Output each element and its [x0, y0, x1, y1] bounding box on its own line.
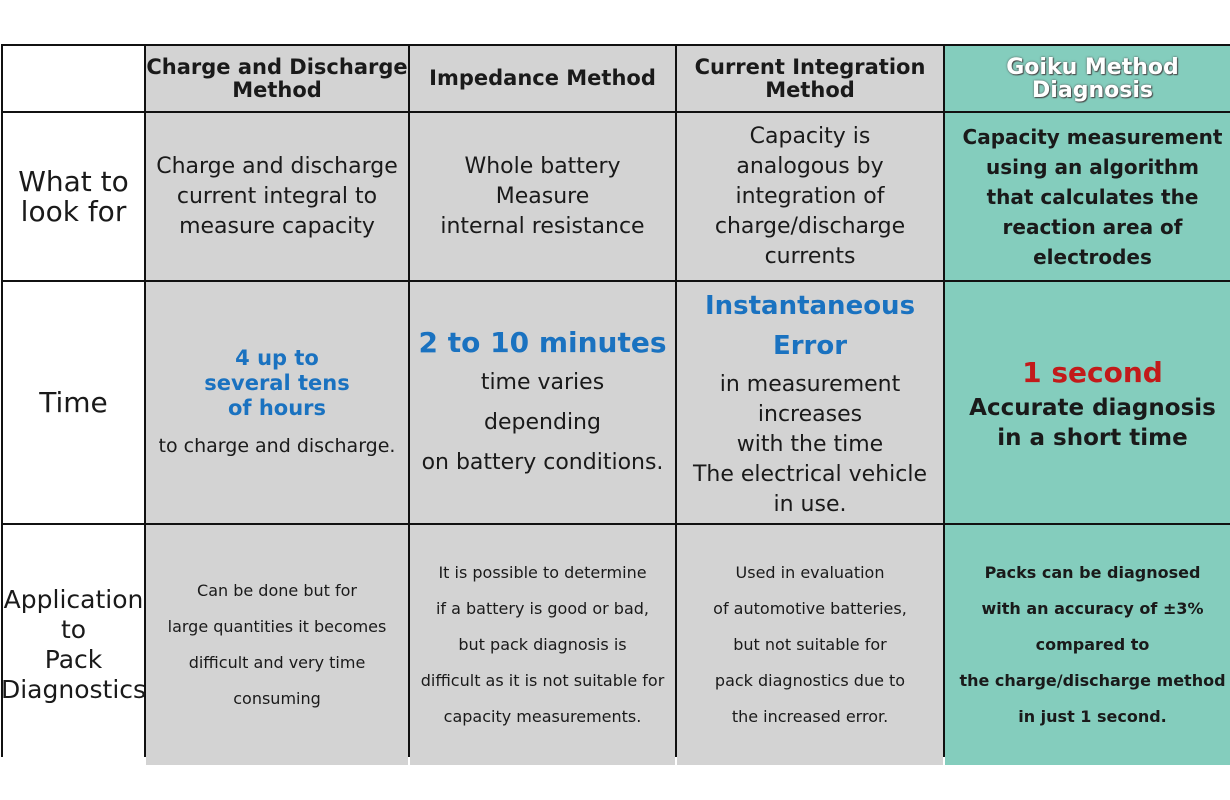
text-line: Capacity measurement	[962, 124, 1223, 149]
text-line: internal resistance	[440, 213, 645, 239]
text-line: Used in evaluation	[735, 563, 885, 582]
app-current-integration	[677, 525, 943, 765]
what-goiku	[945, 113, 1230, 280]
text-line: but not suitable for	[733, 635, 887, 654]
time-impedance	[410, 282, 675, 523]
time-note	[969, 393, 1216, 453]
text-line: Accurate diagnosis	[969, 394, 1216, 421]
text-line: analogous by	[736, 153, 884, 179]
text-line: of automotive batteries,	[713, 599, 907, 618]
text-line: on battery conditions.	[421, 449, 664, 475]
text-line: capacity measurements.	[443, 707, 642, 726]
time-highlight	[1022, 353, 1163, 393]
text-line: Capacity is	[749, 123, 871, 149]
text-line: Current Integration	[694, 54, 926, 79]
text-line: Error	[772, 330, 848, 361]
text-line: compared to	[1035, 635, 1150, 654]
text-line: Method	[765, 77, 855, 102]
time-current-integration	[677, 282, 943, 523]
text-line: current integral to	[176, 183, 378, 209]
text-line: Diagnosis	[1032, 77, 1153, 103]
what-current-integration	[677, 113, 943, 280]
text-line: Charge and discharge	[156, 153, 398, 179]
header-current-integration	[677, 46, 943, 111]
text-line: in just 1 second.	[1018, 707, 1167, 726]
text-line: Packs can be diagnosed	[984, 563, 1201, 582]
header-impedance	[410, 46, 675, 111]
text-line: consuming	[233, 689, 321, 708]
text-line: Diagnostics	[0, 675, 147, 704]
text-line: Application	[3, 585, 144, 614]
text-line: but pack diagnosis is	[458, 635, 627, 654]
text-line: of hours	[227, 396, 327, 420]
text-line: electrodes	[1033, 244, 1152, 269]
text-line: difficult as it is not suitable for	[420, 671, 665, 690]
text-line: that calculates the	[986, 184, 1199, 209]
text-line: if a battery is good or bad,	[435, 599, 650, 618]
text-line: using an algorithm	[986, 154, 1199, 179]
text-line: integration of	[735, 183, 885, 209]
text-line: increases	[757, 401, 863, 427]
text-line: The electrical vehicle	[692, 461, 927, 487]
text-line: It is possible to determine	[438, 563, 647, 582]
text-line: 4 up to	[235, 346, 319, 370]
text-line: time varies	[480, 369, 605, 395]
time-note	[693, 370, 927, 520]
text-line: Goiku Method	[1006, 54, 1179, 80]
text-line: Instantaneous	[704, 290, 916, 321]
text-line: Method	[232, 77, 322, 102]
time-note	[159, 433, 396, 459]
text-line: Charge and Discharge	[146, 54, 408, 79]
time-charge-discharge	[146, 282, 408, 523]
text-line: Pack	[44, 645, 103, 674]
text-line: pack diagnostics due to	[714, 671, 906, 690]
row-label-application	[0, 525, 147, 765]
text-line: the charge/discharge method	[959, 671, 1226, 690]
text-line: Measure	[495, 183, 590, 209]
corner-cell	[3, 46, 144, 111]
time-highlight	[705, 286, 915, 366]
time-highlight	[204, 346, 349, 421]
text-line: charge/discharge	[714, 213, 906, 239]
text-line: Time	[39, 385, 108, 419]
text-line: to charge and discharge.	[158, 435, 396, 457]
text-line: Can be done but for	[197, 581, 357, 600]
header-charge-discharge	[146, 46, 408, 111]
text-line: reaction area of	[1002, 214, 1183, 239]
text-line: the increased error.	[731, 707, 889, 726]
app-charge-discharge	[146, 525, 408, 765]
text-line: What to	[18, 164, 129, 198]
text-line: currents	[764, 243, 856, 269]
text-line: in measurement	[719, 371, 901, 397]
text-line: Impedance Method	[429, 66, 656, 90]
time-goiku	[945, 282, 1230, 523]
text-line: with the time	[736, 431, 884, 457]
text-line: to	[60, 615, 87, 644]
text-line: several tens	[204, 371, 350, 395]
text-line: look for	[20, 194, 127, 228]
text-line: with an accuracy of ±3%	[981, 599, 1204, 618]
text-line: depending	[484, 409, 601, 435]
text-line: measure capacity	[179, 213, 375, 239]
what-charge-discharge	[146, 113, 408, 280]
text-line: in use.	[773, 491, 847, 517]
text-line: difficult and very time	[188, 653, 366, 672]
text-line: 1 second	[1022, 355, 1163, 389]
text-line: in a short time	[997, 424, 1188, 451]
header-goiku	[945, 46, 1230, 111]
text-line: large quantities it becomes	[167, 617, 387, 636]
row-label-time	[3, 282, 144, 523]
app-goiku	[945, 525, 1230, 765]
app-impedance	[410, 525, 675, 765]
comparison-table	[1, 44, 1230, 757]
time-highlight	[419, 323, 667, 363]
row-label-what-to-look-for	[3, 113, 144, 280]
what-impedance	[410, 113, 675, 280]
text-line: Whole battery	[464, 153, 621, 179]
time-note	[422, 363, 664, 483]
text-line: 2 to 10 minutes	[418, 325, 667, 359]
